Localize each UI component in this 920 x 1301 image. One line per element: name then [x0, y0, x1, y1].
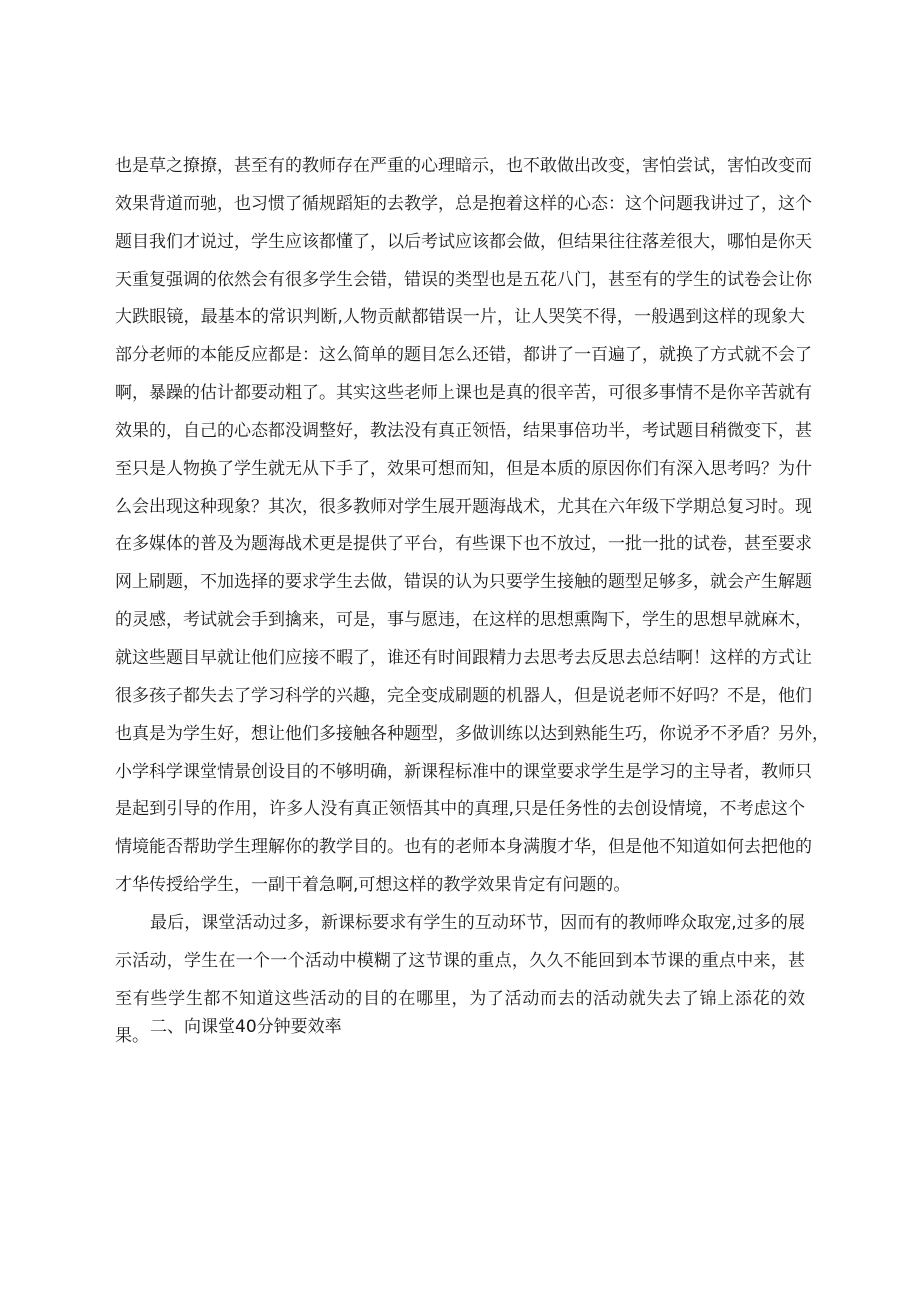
text-line: 大跌眼镜，最基本的常识判断,人物贡献都错误一片，让人哭笑不得，一般遇到这样的现象大 — [115, 307, 805, 328]
text-line: 是起到引导的作用，许多人没有真正领悟其中的真理,只是任务性的去创设情境，不考虑这个 — [115, 799, 805, 820]
text-line: 网上刷题，不加选择的要求学生去做，错误的认为只要学生接触的题型足够多，就会产生解题 — [115, 572, 812, 593]
text-line: 的灵感，考试就会手到擒来，可是，事与愿违，在这样的思想熏陶下，学生的思想早就麻木， — [115, 610, 812, 631]
text-line: 情境能否帮助学生理解你的教学目的。也有的老师本身满腹才华，但是他不知道如何去把他的 — [115, 837, 812, 858]
text-line: 就这些题目早就让他们应接不暇了，谁还有时间跟精力去思考去反思去总结啊！这样的方式让 — [115, 647, 812, 668]
text-line-last: 果。 — [115, 1026, 149, 1047]
text-line: 啊，暴躁的估计都要动粗了。其实这些老师上课也是真的很辛苦，可很多事情不是你辛苦就有 — [115, 383, 812, 404]
text-line: 示活动，学生在一个一个活动中模糊了这节课的重点，久久不能回到本节课的重点中来，甚 — [115, 950, 805, 971]
text-line: 效果背道而驰，也习惯了循规蹈矩的去教学，总是抱着这样的心态：这个问题我讲过了，这个 — [115, 193, 812, 214]
text-line: 也是草之撩撩，甚至有的教师存在严重的心理暗示，也不敢做出改变，害怕尝试，害怕改变而 — [115, 156, 812, 176]
text-line: 很多孩子都失去了学习科学的兴趣，完全变成刷题的机器人，但是说老师不好吗？不是，他们 — [115, 685, 812, 706]
text-line: 也真是为学生好，想让他们多接触各种题型，多做训练以达到熟能生巧，你说矛不矛盾？另外， — [115, 723, 829, 744]
text-line: 题目我们才说过，学生应该都懂了，以后考试应该都会做，但结果往往落差很大，哪怕是你天 — [115, 231, 812, 252]
text-line-indent: 最后，课堂活动过多，新课标要求有学生的互动环节，因而有的教师哗众取宠,过多的展 — [150, 912, 805, 933]
text-line: 么会出现这种现象？其次，很多教师对学生展开题海战术，尤其在六年级下学期总复习时。现 — [115, 496, 812, 517]
body-text — [115, 148, 829, 1056]
section-heading: 二、向课堂40分钟要效率 — [150, 1017, 342, 1037]
text-line: 部分老师的本能反应都是：这么简单的题目怎么还错，都讲了一百遍了，就换了方式就不会了 — [115, 345, 812, 366]
text-line: 至只是人物换了学生就无从下手了，效果可想而知，但是本质的原因你们有深入思考吗？为什 — [115, 458, 812, 479]
text-line: 小学科学课堂情景创设目的不够明确，新课程标准中的课堂要求学生是学习的主导者，教师只 — [115, 761, 812, 782]
text-line: 在多媒体的普及为题海战术更是提供了平台，有些课下也不放过，一批一批的试卷，甚至要求 — [115, 534, 812, 555]
text-line: 天重复强调的依然会有很多学生会错，错误的类型也是五花八门，甚至有的学生的试卷会让你 — [115, 269, 812, 290]
text-line: 效果的，自己的心态都没调整好，教法没有真正领悟，结果事倍功半，考试题目稍微变下，甚 — [115, 420, 812, 441]
text-line: 至有些学生都不知道这些活动的目的在哪里，为了活动而去的活动就失去了锦上添花的效 — [115, 988, 805, 1009]
text-line-last: 才华传授给学生，一副干着急啊,可想这样的教学效果肯定有问题的。 — [115, 875, 631, 896]
